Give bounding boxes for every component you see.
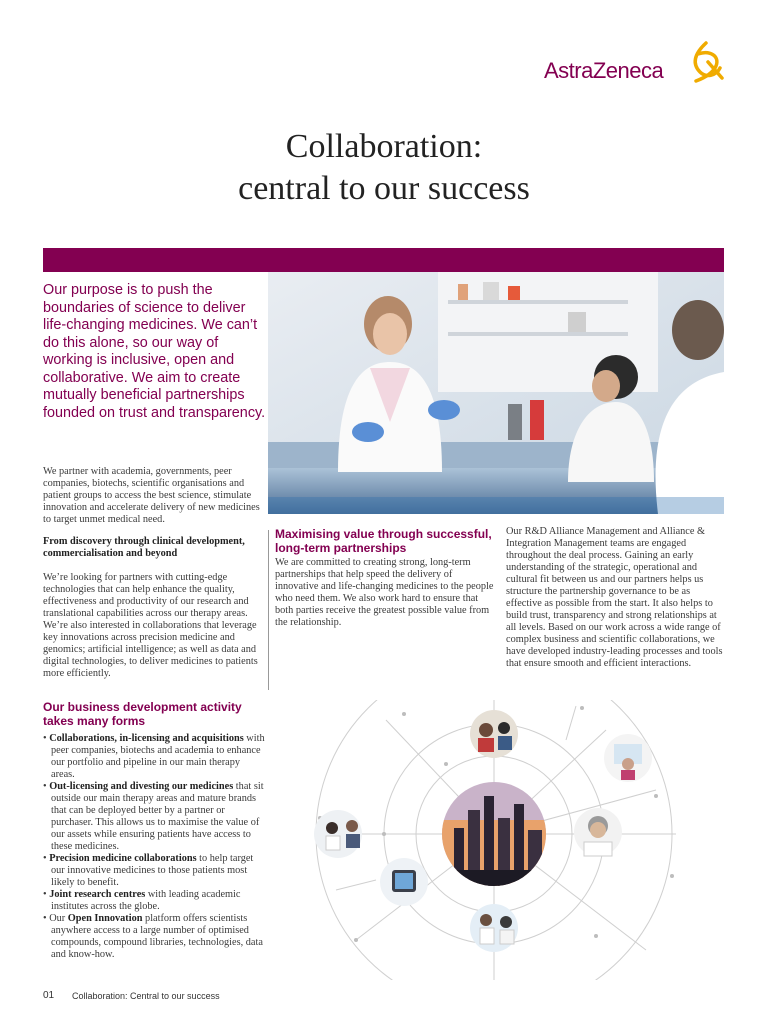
discovery-body: We’re looking for partners with cutting-edge technologies that can help enhance the quality, effectiveness and productivity of our research and translational capabilities across our therapy areas. We’re also interested in collaborations that leverage key innovations across precision medicine and genomics; artificial intelligence; as well as data and digital technologies, to deliver medicines to patients more efficiently. bbox=[43, 572, 258, 679]
partnership-network-diagram bbox=[296, 700, 726, 980]
intro-statement: Our purpose is to push the boundaries of science to deliver life-changing medicines. We can’t do this alone, so our way of working is inclusive, open and collaborative. We aim to create mutually beneficial partnerships founded on trust and transparency. bbox=[43, 282, 266, 421]
discovery-heading: From discovery through clinical development, commercialisation and beyond bbox=[43, 536, 245, 559]
page-title bbox=[0, 126, 768, 210]
lead-paragraph: We partner with academia, governments, peer companies, biotechs, scientific organisations and patient groups to access the best science, stimulate innovation and accelerate delivery of new medicines to target unmet medical need. bbox=[43, 466, 260, 525]
business-dev-list bbox=[43, 733, 265, 961]
rd-alliance-body: Our R&D Alliance Management and Alliance & Integration Management teams are engaged throughout the deal process. Gaining an early understanding of the strategic, operational and cultural fit between us and our partners helps us structure the partnership governance to be as effective as possible from the start. It also helps to build trust, transparency and strong relationships at all levels. Based on our work across a wide range of complex business and scientific collaborations, we have developed industry-leading processes and tools that ensure smooth and efficient interactions. bbox=[506, 526, 723, 669]
list-item: • Precision medicine collaborations to help target our innovative medicines to those patients most likely to benefit. bbox=[43, 853, 265, 889]
list-item: • Our Open Innovation platform offers scientists anywhere access to a large number of optimised compounds, compound libraries, technologies, data and know-how. bbox=[43, 913, 265, 961]
title-line-1: Collaboration: bbox=[285, 128, 483, 165]
title-line-2: central to our success bbox=[238, 170, 530, 207]
accent-band bbox=[43, 248, 724, 272]
column-divider bbox=[268, 530, 269, 690]
list-item: • Collaborations, in-licensing and acquisitions with peer companies, biotechs and academia to enhance our portfolio and pipeline in our main therapy areas. bbox=[43, 733, 265, 781]
lab-scientists-photo bbox=[268, 272, 724, 514]
list-item: • Out-licensing and divesting our medicines that sit outside our main therapy areas and mature brands that can be deployed better by a partner or purchaser. This allows us to maximise the value of our assets while ensuring patients have access to these medicines. bbox=[43, 781, 265, 853]
brand-name: AstraZeneca bbox=[544, 58, 664, 83]
maximising-body: We are committed to creating strong, long-term partnerships that help speed the delivery of innovative and life-changing medicines to the people who need them. We also work hard to ensure that both parties receive the greatest possible value from the relationship. bbox=[275, 557, 494, 628]
list-item: • Joint research centres with leading academic institutes across the globe. bbox=[43, 889, 265, 913]
business-dev-heading: Our business development activity takes many forms bbox=[43, 700, 242, 728]
footer-title: Collaboration: Central to our success bbox=[72, 991, 220, 1001]
page-number: 01 bbox=[43, 990, 55, 1001]
astrazeneca-swirl-icon bbox=[686, 40, 726, 84]
maximising-heading: Maximising value through successful, long-term partnerships bbox=[275, 527, 492, 555]
